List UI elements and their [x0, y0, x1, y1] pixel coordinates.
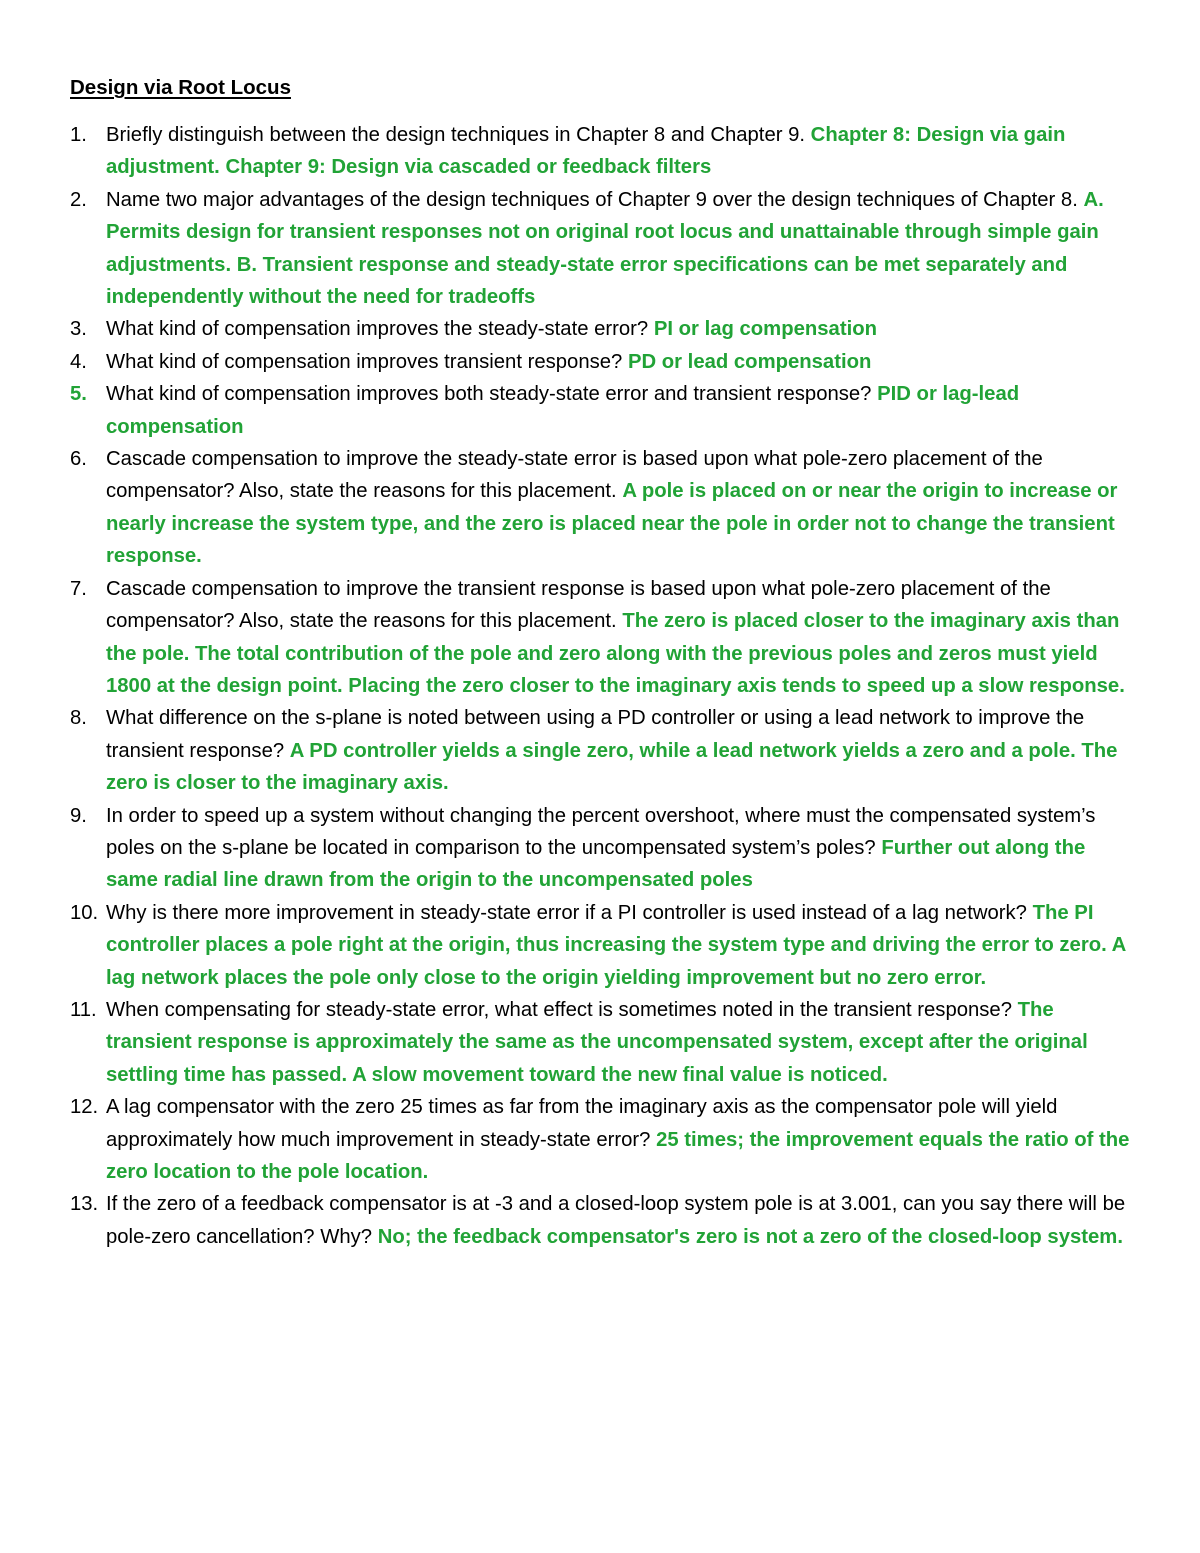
question-number: 11. [70, 998, 97, 1021]
question-item-1 [70, 119, 1140, 184]
answer-text: The PI controller places a pole right at the origin, thus increasing the system type and driving the error to zero. A lag network places the pole only close to the origin yielding improvement but no zero error. [106, 901, 1126, 989]
answer-text: 25 times; the improvement equals the ratio of the zero location to the pole location. [106, 1128, 1130, 1183]
question-text: Cascade compensation to improve the transient response is based upon what pole-zero placement of the compensator? Also, state the reasons for this placement. [106, 577, 1051, 633]
question-item-2 [70, 184, 1140, 314]
answer-text: A PD controller yields a single zero, while a lead network yields a zero and a pole. The zero is closer to the imaginary axis. [106, 739, 1118, 795]
answer-text: PID or lag-lead compensation [106, 383, 1020, 438]
question-number: 9. [70, 804, 87, 827]
question-number: 2. [70, 188, 87, 211]
question-text: Cascade compensation to improve the steady-state error is based upon what pole-zero placement of the compensator? Also, state the reasons for this placement. [106, 448, 1043, 503]
question-number: 10. [70, 901, 99, 924]
question-item-3 [70, 313, 1140, 345]
question-number: 5. [70, 383, 87, 406]
question-text: Why is there more improvement in steady-state error if a PI controller is used instead of a lag network? [106, 901, 1027, 924]
question-item-5 [70, 378, 1140, 443]
question-number: 8. [70, 707, 87, 730]
question-text: In order to speed up a system without changing the percent overshoot, where must the compensated system’s poles on the s-plane be located in comparison to the uncompensated system’s poles? [106, 804, 1096, 859]
question-item-8 [70, 702, 1140, 799]
question-number: 4. [70, 350, 87, 373]
question-number: 1. [70, 124, 87, 146]
answer-text: A. Permits design for transient responses not on original root locus and unattainable through simple gain adjustments. B. Transient response and steady-state error specifications can be met separately and independently without the need for tradeoffs [106, 188, 1104, 309]
question-item-4 [70, 346, 1140, 378]
question-number: 3. [70, 318, 87, 341]
question-text: When compensating for steady-state error, what effect is sometimes noted in the transient response? [106, 998, 1012, 1021]
answer-text: PD or lead compensation [627, 350, 872, 373]
question-item-6 [70, 443, 1140, 573]
question-text: What kind of compensation improves both steady-state error and transient response? [106, 383, 872, 406]
question-number: 13. [70, 1193, 99, 1216]
question-item-12 [70, 1091, 1140, 1188]
question-text: Name two major advantages of the design techniques of Chapter 9 over the design techniques of Chapter 8. [106, 188, 1078, 211]
question-number: 6. [70, 448, 87, 471]
answer-text: PI or lag compensation [653, 318, 877, 341]
question-list [70, 119, 1140, 1253]
answer-text: Further out along the same radial line drawn from the origin to the uncompensated poles [106, 836, 1086, 892]
question-item-7 [70, 573, 1140, 703]
question-text: If the zero of a feedback compensator is at -3 and a closed-loop system pole is at 3.001, can you say there will be pole-zero cancellation? Why? [106, 1193, 1126, 1248]
question-text: What difference on the s-plane is noted between using a PD controller or using a lead network to improve the transient response? [106, 707, 1085, 762]
question-text: What kind of compensation improves transient response? [106, 350, 623, 373]
question-item-9 [70, 800, 1140, 897]
answer-text: Chapter 8: Design via gain adjustment. Chapter 9: Design via cascaded or feedback filters [106, 124, 1066, 179]
question-text: What kind of compensation improves the steady-state error? [106, 318, 649, 341]
document-title: Design via Root Locus [70, 76, 291, 99]
answer-text: The zero is placed closer to the imaginary axis than the pole. The total contribution of the pole and zero along with the previous poles and zeros must yield 1800 at the design point. Placing the zero closer to the imaginary axis tends to speed up a slow response. [106, 610, 1125, 697]
question-number: 12. [70, 1096, 99, 1119]
question-item-10 [70, 897, 1140, 994]
question-item-13 [70, 1188, 1140, 1253]
question-item-11 [70, 994, 1140, 1091]
answer-text: A pole is placed on or near the origin to increase or nearly increase the system type, and the zero is placed near the pole in order not to change the transient response. [106, 480, 1118, 568]
answer-text: The transient response is approximately the same as the uncompensated system, except after the original settling time has passed. A slow movement toward the new final value is noticed. [106, 998, 1088, 1086]
question-text: Briefly distinguish between the design techniques in Chapter 8 and Chapter 9. [106, 124, 806, 146]
question-number: 7. [70, 577, 87, 600]
question-text: A lag compensator with the zero 25 times as far from the imaginary axis as the compensator pole will yield approximately how much improvement in steady-state error? [106, 1096, 1058, 1151]
answer-text: No; the feedback compensator's zero is not a zero of the closed-loop system. [377, 1225, 1123, 1248]
